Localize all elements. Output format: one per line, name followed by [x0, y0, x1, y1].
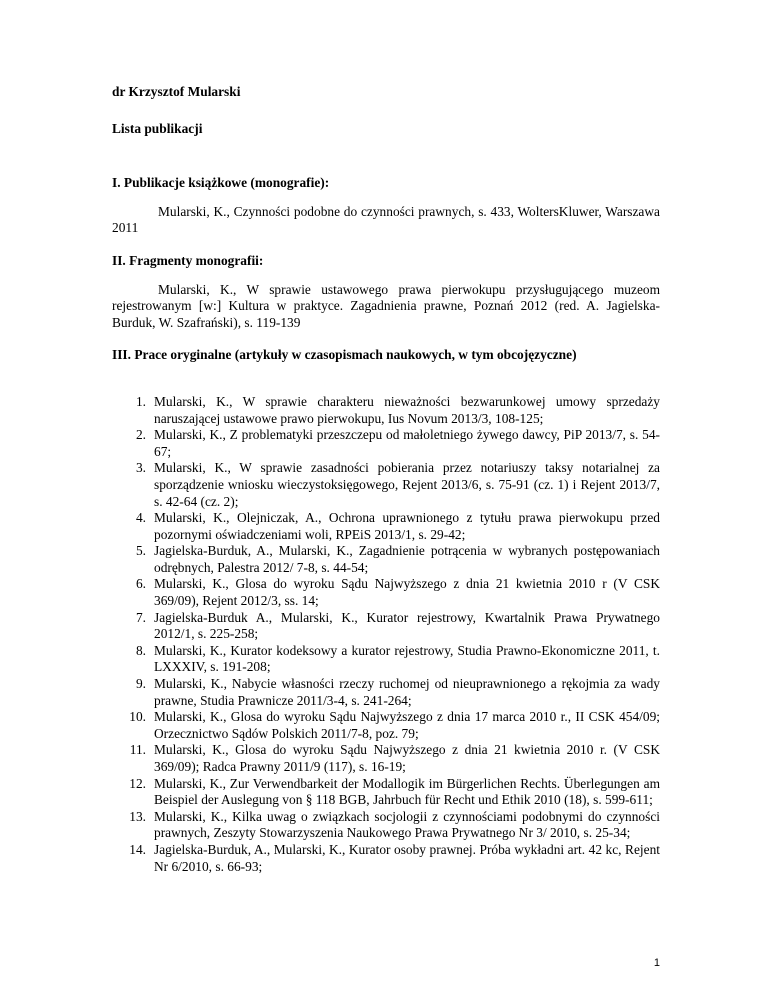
publication-number: 9. [135, 676, 146, 692]
section-text-fragments: Mularski, K., W sprawie ustawowego prawa pierwokupu przysługującego muzeom rejestrowanym [w:] Kultura w praktyce. Zagadnienia prawne, Poznań 2012 (red. A. Jagielska-Burduk, W. Szafrański), s. 119-139 [112, 281, 660, 330]
publication-item [112, 543, 660, 576]
publication-text: Mularski, K., Kurator kodeksowy a kurator rejestrowy, Studia Prawno-Ekonomiczne 2011, t. LXXXIV, s. 191-208; [154, 642, 660, 675]
publication-text: Jagielska-Burduk A., Mularski, K., Kurator rejestrowy, Kwartalnik Prawa Prywatnego 2012/1, s. 225-258; [154, 609, 660, 642]
publication-number: 13. [129, 808, 146, 824]
publication-text: Mularski, K., W sprawie charakteru nieważności bezwarunkowej umowy sprzedaży naruszającej ustawowe prawo pierwokupu, Ius Novum 2013/3, 108-125; [154, 393, 660, 426]
publication-text: Mularski, K., Olejniczak, A., Ochrona uprawnionego z tytułu prawa pierwokupu przed pozornymi oświadczeniami woli, RPEiS 2013/1, s. 29-42; [154, 510, 660, 542]
publication-item [112, 610, 660, 643]
publication-number: 4. [135, 510, 146, 526]
publication-number: 5. [135, 543, 146, 559]
publication-text: Mularski, K., Zur Verwendbarkeit der Modallogik im Bürgerlichen Rechts. Überlegungen am Beispiel der Auslegung von § 118 BGB, Jahrbuch für Recht und Ethik 2010 (18), s. 599-611; [154, 775, 660, 808]
publication-text: Mularski, K., Z problematyki przeszczepu od małoletniego żywego dawcy, PiP 2013/7, s. 54-67; [154, 427, 660, 459]
publication-item [112, 676, 660, 709]
section-heading-fragments: II. Fragmenty monografii: [112, 252, 264, 268]
publication-number: 6. [135, 576, 146, 592]
publication-text: Mularski, K., Glosa do wyroku Sądu Najwyższego z dnia 21 kwietnia 2010 r (V CSK 369/09), Rejent 2012/3, ss. 14; [154, 576, 660, 609]
publication-number: 7. [135, 609, 146, 625]
publication-list [112, 394, 660, 875]
section-heading-articles: III. Prace oryginalne (artykuły w czasopismach naukowych, w tym obcojęzyczne) [112, 347, 577, 363]
publication-number: 12. [129, 775, 146, 791]
page-number: 1 [653, 957, 660, 969]
list-title: Lista publikacji [112, 120, 203, 136]
publication-item [112, 510, 660, 543]
author-name: dr Krzysztof Mularski [112, 84, 241, 99]
publication-item [112, 709, 660, 742]
publication-text: Mularski, K., W sprawie zasadności pobierania przez notariuszy taksy notarialnej za sporządzenie wniosku wieczystoksięgowego, Rejent 2013/6, s. 75-91 (cz. 1) i Rejent 2013/7, s. 42-64 (cz. 2); [154, 460, 660, 509]
section-heading-monographs: I. Publikacje książkowe (monografie): [112, 175, 330, 191]
publication-number: 11. [129, 742, 146, 758]
publication-item [112, 742, 660, 775]
publication-number: 8. [135, 642, 146, 658]
publication-number: 1. [135, 393, 146, 409]
section-text-monographs: Mularski, K., Czynności podobne do czynności prawnych, s. 433, WoltersKluwer, Warszawa 2011 [112, 203, 660, 236]
publication-number: 14. [129, 841, 146, 857]
publication-item [112, 576, 660, 609]
publication-item [112, 427, 660, 460]
publication-item [112, 809, 660, 842]
publication-item [112, 643, 660, 676]
publication-text: Mularski, K., Nabycie własności rzeczy ruchomej od nieuprawnionego a rękojmia za wady prawne, Studia Prawnicze 2011/3-4, s. 241-264; [154, 676, 660, 708]
publication-text: Mularski, K., Kilka uwag o związkach socjologii z czynnościami podobnymi do czynności prawnych, Zeszyty Stowarzyszenia Naukowego Prawa Prywatnego Nr 3/ 2010, s. 25-34; [154, 808, 660, 841]
publication-item [112, 776, 660, 809]
publication-item [112, 842, 660, 875]
publication-text: Mularski, K., Glosa do wyroku Sądu Najwyższego z dnia 21 kwietnia 2010 r. (V CSK 369/09); Radca Prawny 2011/9 (117), s. 16-19; [154, 742, 660, 774]
publication-item [112, 394, 660, 427]
publication-number: 10. [129, 709, 146, 725]
publication-text: Mularski, K., Glosa do wyroku Sądu Najwyższego z dnia 17 marca 2010 r., II CSK 454/09; Orzecznictwo Sądów Polskich 2011/7-8, poz. 79; [154, 709, 660, 741]
publication-text: Jagielska-Burduk, A., Mularski, K., Kurator osoby prawnej. Próba wykładni art. 42 kc, Rejent Nr 6/2010, s. 66-93; [154, 841, 660, 874]
publication-number: 3. [135, 460, 146, 476]
publication-text: Jagielska-Burduk, A., Mularski, K., Zagadnienie potrącenia w wybranych postępowaniach odrębnych, Palestra 2012/ 7-8, s. 44-54; [154, 543, 660, 575]
publication-item [112, 460, 660, 510]
publication-number: 2. [135, 427, 146, 443]
